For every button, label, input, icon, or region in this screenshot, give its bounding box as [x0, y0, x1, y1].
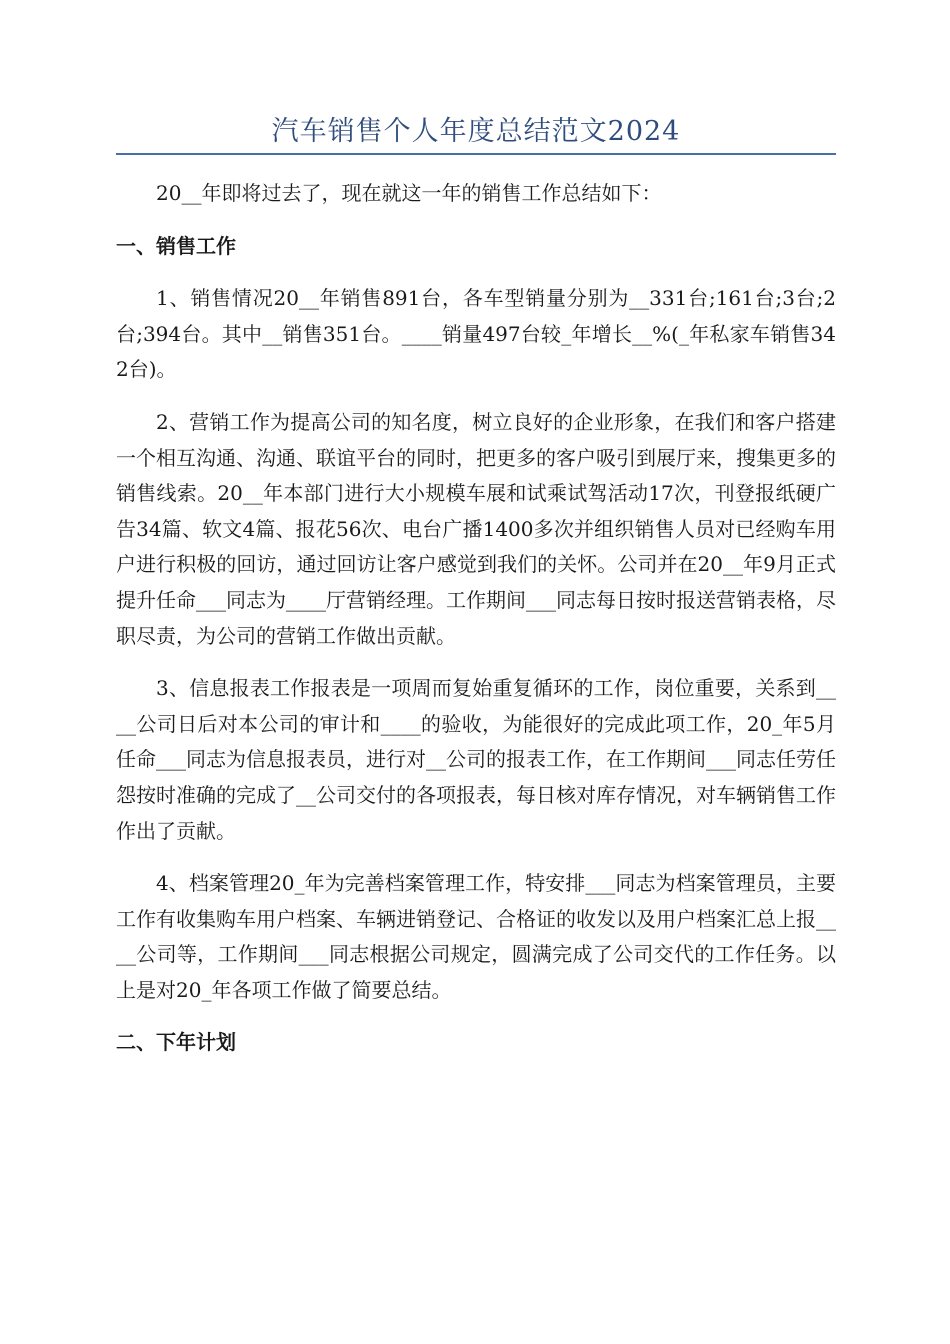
section-heading-sales-work: 一、销售工作 [116, 233, 236, 258]
paragraph-sales-situation: 1、销售情况20__年销售891台，各车型销量分别为__331台;161台;3台;2台;394台。其中__销售351台。____销量497台较_年增长__%(_年私家车销售342台)。 [116, 286, 836, 382]
paragraph-report-work: 3、信息报表工作报表是一项周而复始重复循环的工作，岗位重要，关系到____公司日后对本公司的审计和____的验收，为能很好的完成此项工作，20_年5月任命___同志为信息报表员，进行对__公司的报表工作，在工作期间___同志任劳任怨按时准确的完成了__公司交付的各项报表，每日核对库存情况，对车辆销售工作作出了贡献。 [116, 676, 836, 843]
paragraph-archive-management: 4、档案管理20_年为完善档案管理工作，特安排___同志为档案管理员，主要工作有收集购车用户档案、车辆进销登记、合格证的收发以及用户档案汇总上报____公司等，工作期间___同志根据公司规定，圆满完成了公司交代的工作任务。以上是对20_年各项工作做了简要总结。 [116, 871, 836, 1002]
intro-paragraph: 20__年即将过去了，现在就这一年的销售工作总结如下： [156, 181, 662, 205]
title-underline [116, 153, 836, 155]
paragraph-marketing-work: 2、营销工作为提高公司的知名度，树立良好的企业形象，在我们和客户搭建一个相互沟通、沟通、联谊平台的同时，把更多的客户吸引到展厅来，搜集更多的销售线索。20__年本部门进行大小规模车展和试乘试驾活动17次，刊登报纸硬广告34篇、软文4篇、报花56次、电台广播1400多次并组织销售人员对已经购车用户进行积极的回访，通过回访让客户感觉到我们的关怀。公司并在20__年9月正式提升任命___同志为____厅营销经理。工作期间___同志每日按时报送营销表格，尽职尽责，为公司的营销工作做出贡献。 [116, 409, 836, 648]
section-heading-next-year-plan: 二、下年计划 [116, 1030, 236, 1055]
document-title: 汽车销售个人年度总结范文2024 [271, 116, 681, 147]
document-body [116, 176, 836, 1078]
